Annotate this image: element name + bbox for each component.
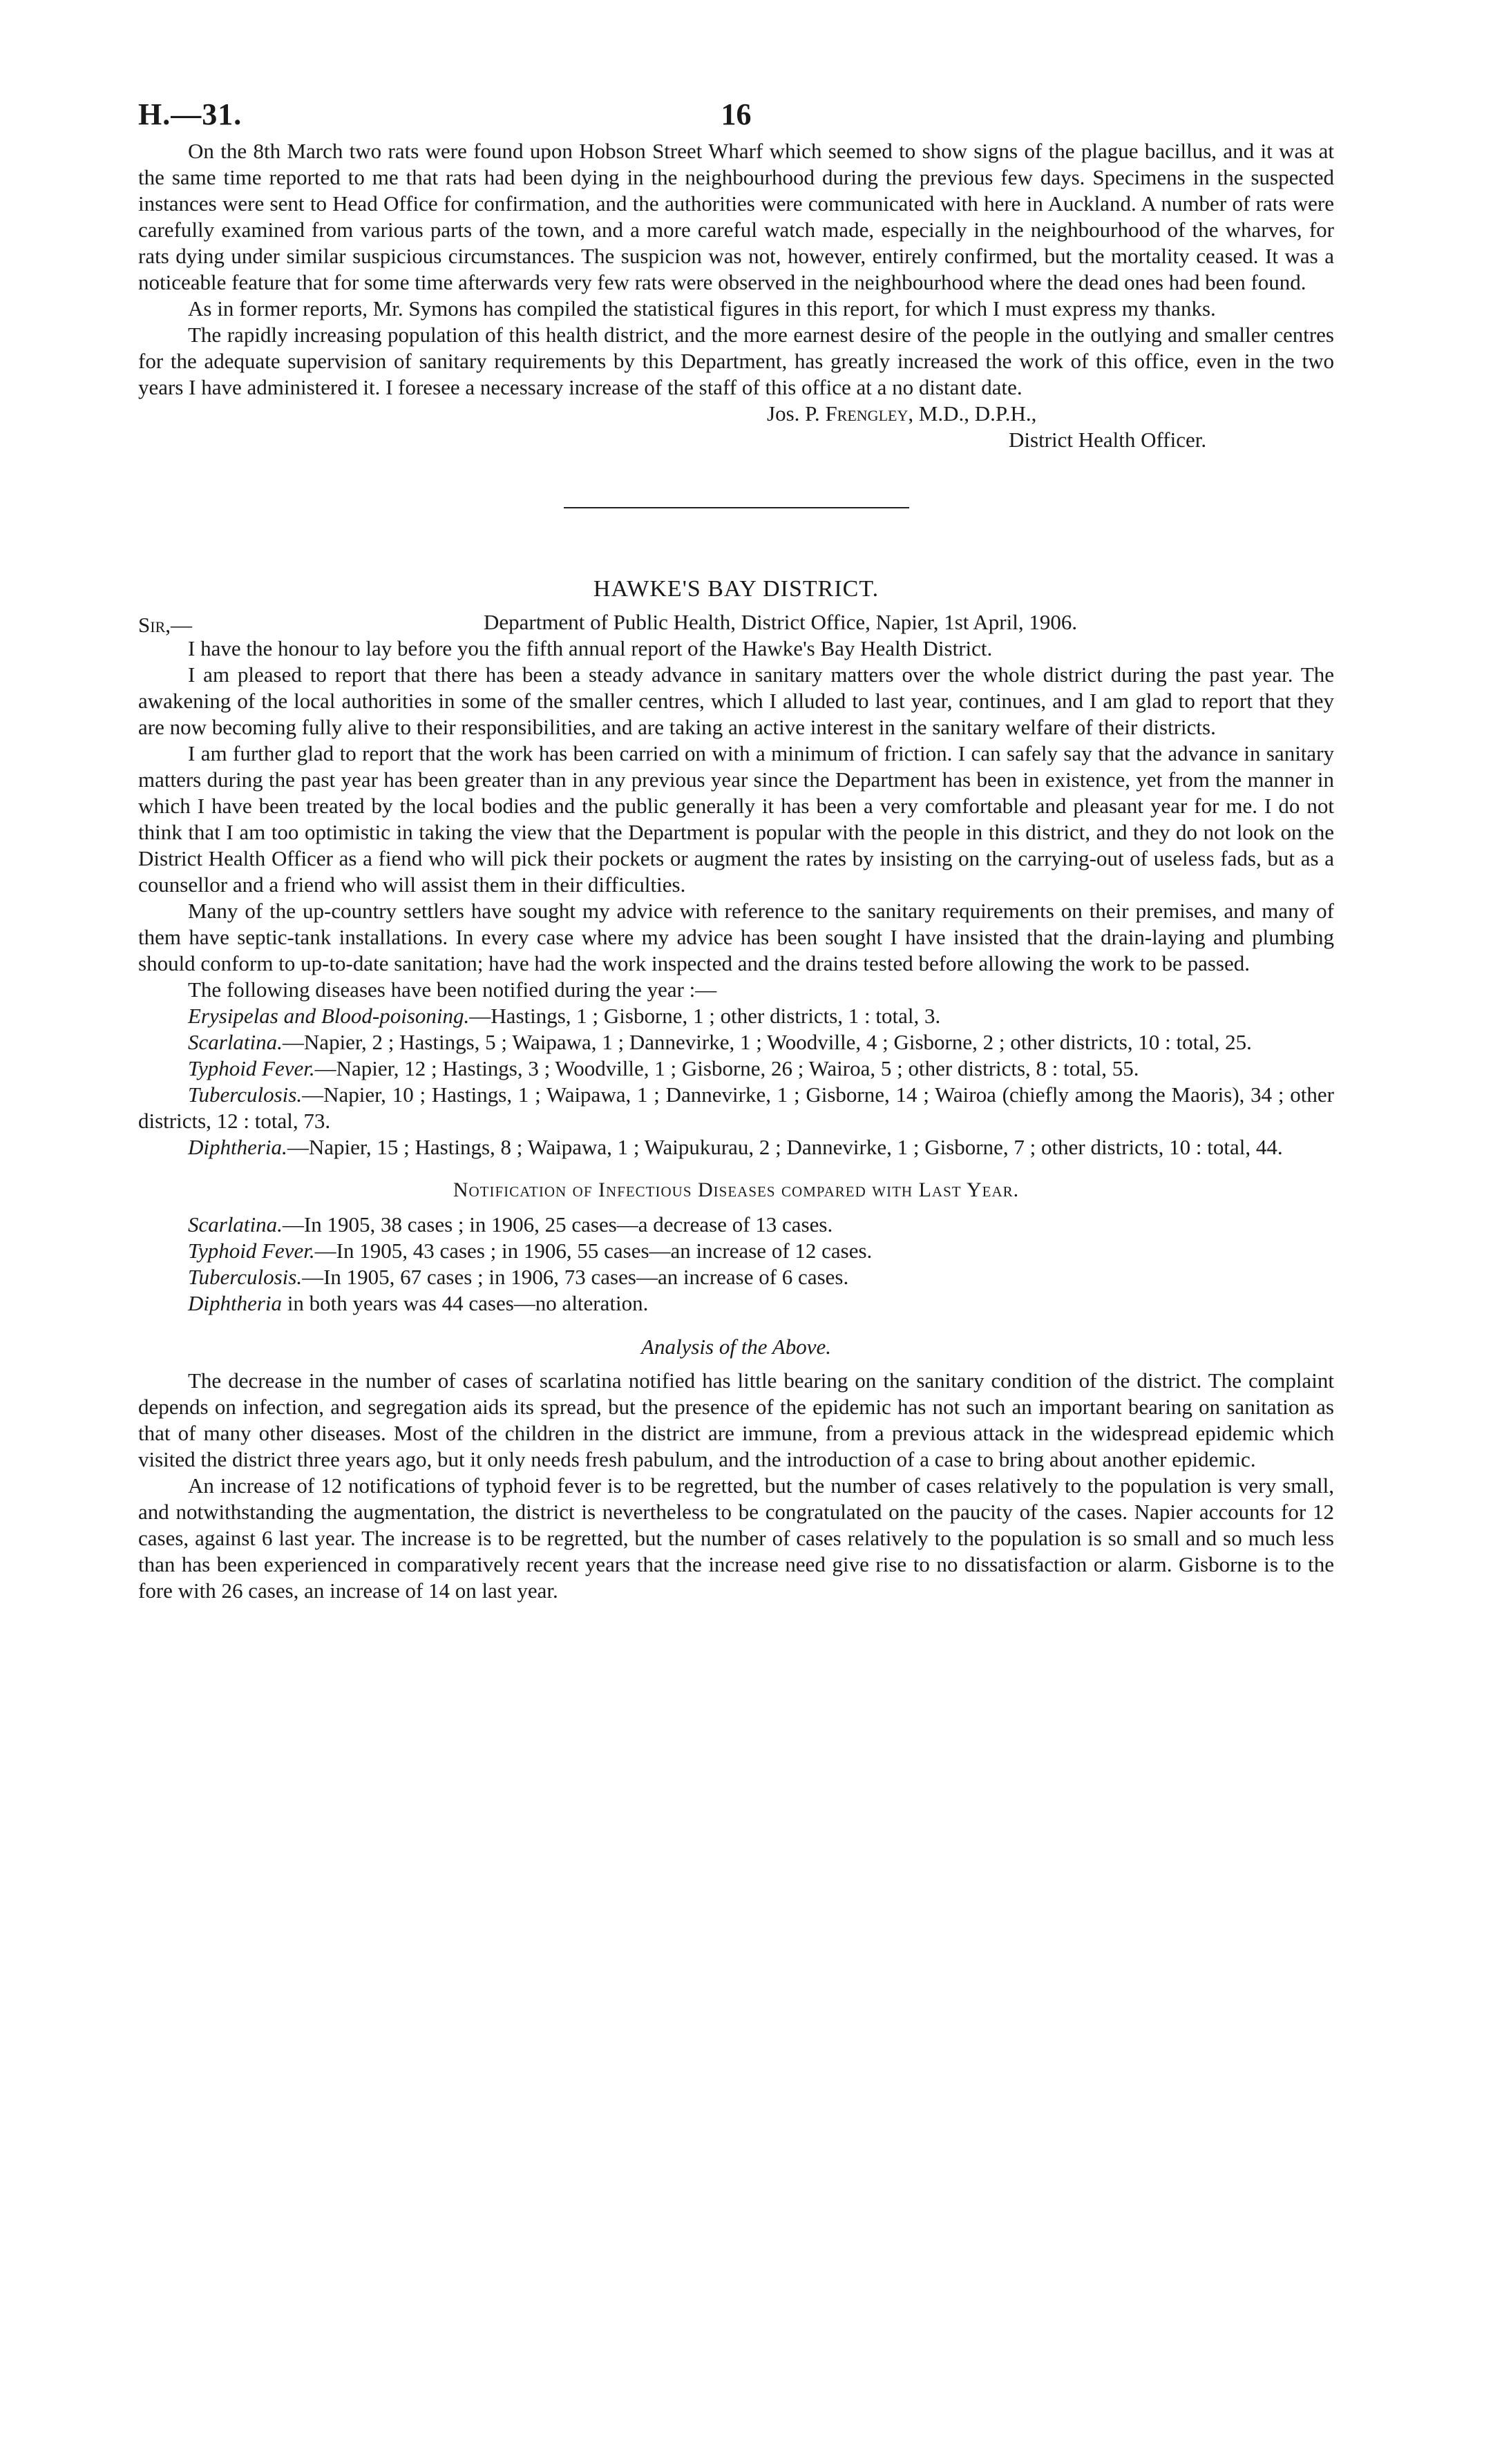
hb-paragraph-3: I am further glad to report that the work has been carried on with a minimum of friction. I can safely say that the advance in sanitary matters during the past year has been greater than in any previous year since the Department has been in existence, yet from the manner in which I have been treated by the local bodies and the public generally it has been a very comfortable and pleasant year for me. I do not think that I am too optimistic in taking the view that the Department is popular with the people in this district, and they do not look on the District Health Officer as a fiend who will pick their pockets or augment the rates by insisting on the carrying-out of useless fads, but as a counsellor and a friend who will assist them in their difficulties. [138, 741, 1334, 897]
comparison-disease: Tuberculosis. [188, 1265, 303, 1289]
section-title: HAWKE'S BAY DISTRICT. [593, 576, 879, 602]
comparison-text: —In 1905, 38 cases ; in 1906, 25 cases—a decrease of 13 cases. [282, 1212, 833, 1236]
signature-title: District Health Officer. [1009, 428, 1207, 452]
page-number: 16 [721, 97, 752, 131]
hb-paragraph-4: Many of the up-country settlers have sought my advice with reference to the sanitary requirements on their premises, and many of them have septic-tank installations. In every case where my advice has been sought I have insisted that the drain-laying and plumbing should conform to up-to-date sanitation; have had the work inspected and the drains tested before allowing the work to be passed. [138, 899, 1334, 975]
page-header [138, 83, 1334, 138]
auckland-paragraph-1: On the 8th March two rats were found upon Hobson Street Wharf which seemed to show signs of the plague bacillus, and it was at the same time reported to me that rats had been dying in the neighbourhood during the previous few days. Specimens in the suspected instances were sent to Head Office for confirmation, and the authorities were communicated with here in Auckland. A number of rats were carefully examined from various parts of the town, and a more careful watch made, especially in the neighbourhood of the wharves, for rats dying under similar suspicious circumstances. The suspicion was not, however, entirely confirmed, but the mortality ceased. It was a noticeable feature that for some time afterwards very few rats were observed in the neighbourhood where the dead ones had been found. [138, 139, 1334, 294]
comparison-disease: Diphtheria [188, 1291, 283, 1315]
signature-surname: Frengley [825, 401, 909, 426]
comparison-entry [138, 1238, 1334, 1264]
signature-name [138, 401, 1334, 427]
auckland-signature [138, 401, 1334, 453]
signature-suffix: , M.D., D.P.H., [908, 401, 1037, 426]
comparison-disease: Scarlatina. [188, 1212, 283, 1236]
disease-entry [138, 1003, 1334, 1029]
disease-name: Diphtheria. [188, 1135, 287, 1159]
disease-counts: —Hastings, 1 ; Gisborne, 1 ; other districts, 1 : total, 3. [469, 1004, 941, 1028]
salutation-line [138, 609, 1334, 636]
office-address: Department of Public Health, District Office, Napier, 1st April, 1906. [484, 610, 1078, 634]
disease-entry [138, 1082, 1334, 1134]
disease-counts: —Napier, 10 ; Hastings, 1 ; Waipawa, 1 ; Dannevirke, 1 ; Gisborne, 14 ; Wairoa (chiefly among the Maoris), 34 ; other districts, 12 : total, 73. [138, 1082, 1334, 1133]
auckland-paragraph-3: The rapidly increasing population of this health district, and the more earnest desire of the people in the outlying and smaller centres for the adequate supervision of sanitary requirements by this Department, has greatly increased the work of this office, even in the two years I have administered it. I foresee a necessary increase of the staff of this office at a no distant date. [138, 323, 1334, 399]
analysis-heading: Analysis of the Above. [641, 1335, 831, 1359]
hb-paragraph-1: I have the honour to lay before you the fifth annual report of the Hawke's Bay Health District. [188, 636, 993, 660]
salutation: Sir,— [138, 613, 192, 637]
disease-name: Tuberculosis. [188, 1082, 303, 1107]
hb-paragraph-2: I am pleased to report that there has been a steady advance in sanitary matters over the whole district during the past year. The awakening of the local authorities in some of the smaller centres, which I alluded to last year, continues, and I am glad to report that they are now becoming fully alive to their responsibilities, and are taking an active interest in the sanitary welfare of their districts. [138, 662, 1334, 739]
disease-counts: —Napier, 2 ; Hastings, 5 ; Waipawa, 1 ; Dannevirke, 1 ; Woodville, 4 ; Gisborne, 2 ; other districts, 10 : total, 25. [282, 1030, 1252, 1054]
auckland-paragraph-2: As in former reports, Mr. Symons has compiled the statistical figures in this report, for which I must express my thanks. [188, 296, 1216, 321]
disease-counts: —Napier, 15 ; Hastings, 8 ; Waipawa, 1 ; Waipukurau, 2 ; Dannevirke, 1 ; Gisborne, 7 ; other districts, 10 : total, 44. [287, 1135, 1283, 1159]
analysis-paragraph-2: An increase of 12 notifications of typhoid fever is to be regretted, but the number of cases relatively to the population is very small, and notwithstanding the augmentation, the district is nevertheless to be congratulated on the paucity of the cases. Napier accounts for 12 cases, against 6 last year. The increase is to be regretted, but the number of cases relatively to the population is so small and so much less than has been experienced in comparatively recent years that the increase need give rise to no dissatisfaction or alarm. Gisborne is to the fore with 26 cases, an increase of 14 on last year. [138, 1473, 1334, 1603]
comparison-disease: Typhoid Fever. [188, 1239, 315, 1263]
disease-name: Scarlatina. [188, 1030, 283, 1054]
disease-entry [138, 1134, 1334, 1161]
comparison-heading: Notification of Infectious Diseases compared with Last Year. [453, 1178, 1020, 1201]
disease-name: Erysipelas and Blood-poisoning. [188, 1004, 470, 1028]
signature-name-prefix: Jos. P. [767, 401, 820, 426]
comparison-entry [138, 1264, 1334, 1290]
comparison-text: in both years was 44 cases—no alteration. [282, 1291, 649, 1315]
document-reference: H.—31. [138, 97, 243, 131]
disease-entry [138, 1029, 1334, 1056]
disease-counts: —Napier, 12 ; Hastings, 3 ; Woodville, 1 ; Gisborne, 26 ; Wairoa, 5 ; other districts, 8 : total, 55. [314, 1056, 1139, 1080]
comparison-entry [138, 1212, 1334, 1238]
comparison-text: —In 1905, 43 cases ; in 1906, 55 cases—an increase of 12 cases. [314, 1239, 873, 1263]
analysis-paragraph-1: The decrease in the number of cases of scarlatina notified has little bearing on the sanitary condition of the district. The complaint depends on infection, and segregation aids its spread, but the presence of the epidemic has not such an important bearing on sanitation as that of many other diseases. Most of the children in the district are immune, from a previous attack in the widespread epidemic which visited the district three years ago, but it only needs fresh pabulum, and the introduction of a case to bring about another epidemic. [138, 1368, 1334, 1471]
hb-paragraph-5: The following diseases have been notified during the year :— [188, 977, 717, 1002]
section-divider [564, 507, 909, 508]
comparison-entry [138, 1290, 1334, 1317]
disease-entry [138, 1056, 1334, 1082]
comparison-text: —In 1905, 67 cases ; in 1906, 73 cases—an increase of 6 cases. [302, 1265, 849, 1289]
disease-name: Typhoid Fever. [188, 1056, 315, 1080]
